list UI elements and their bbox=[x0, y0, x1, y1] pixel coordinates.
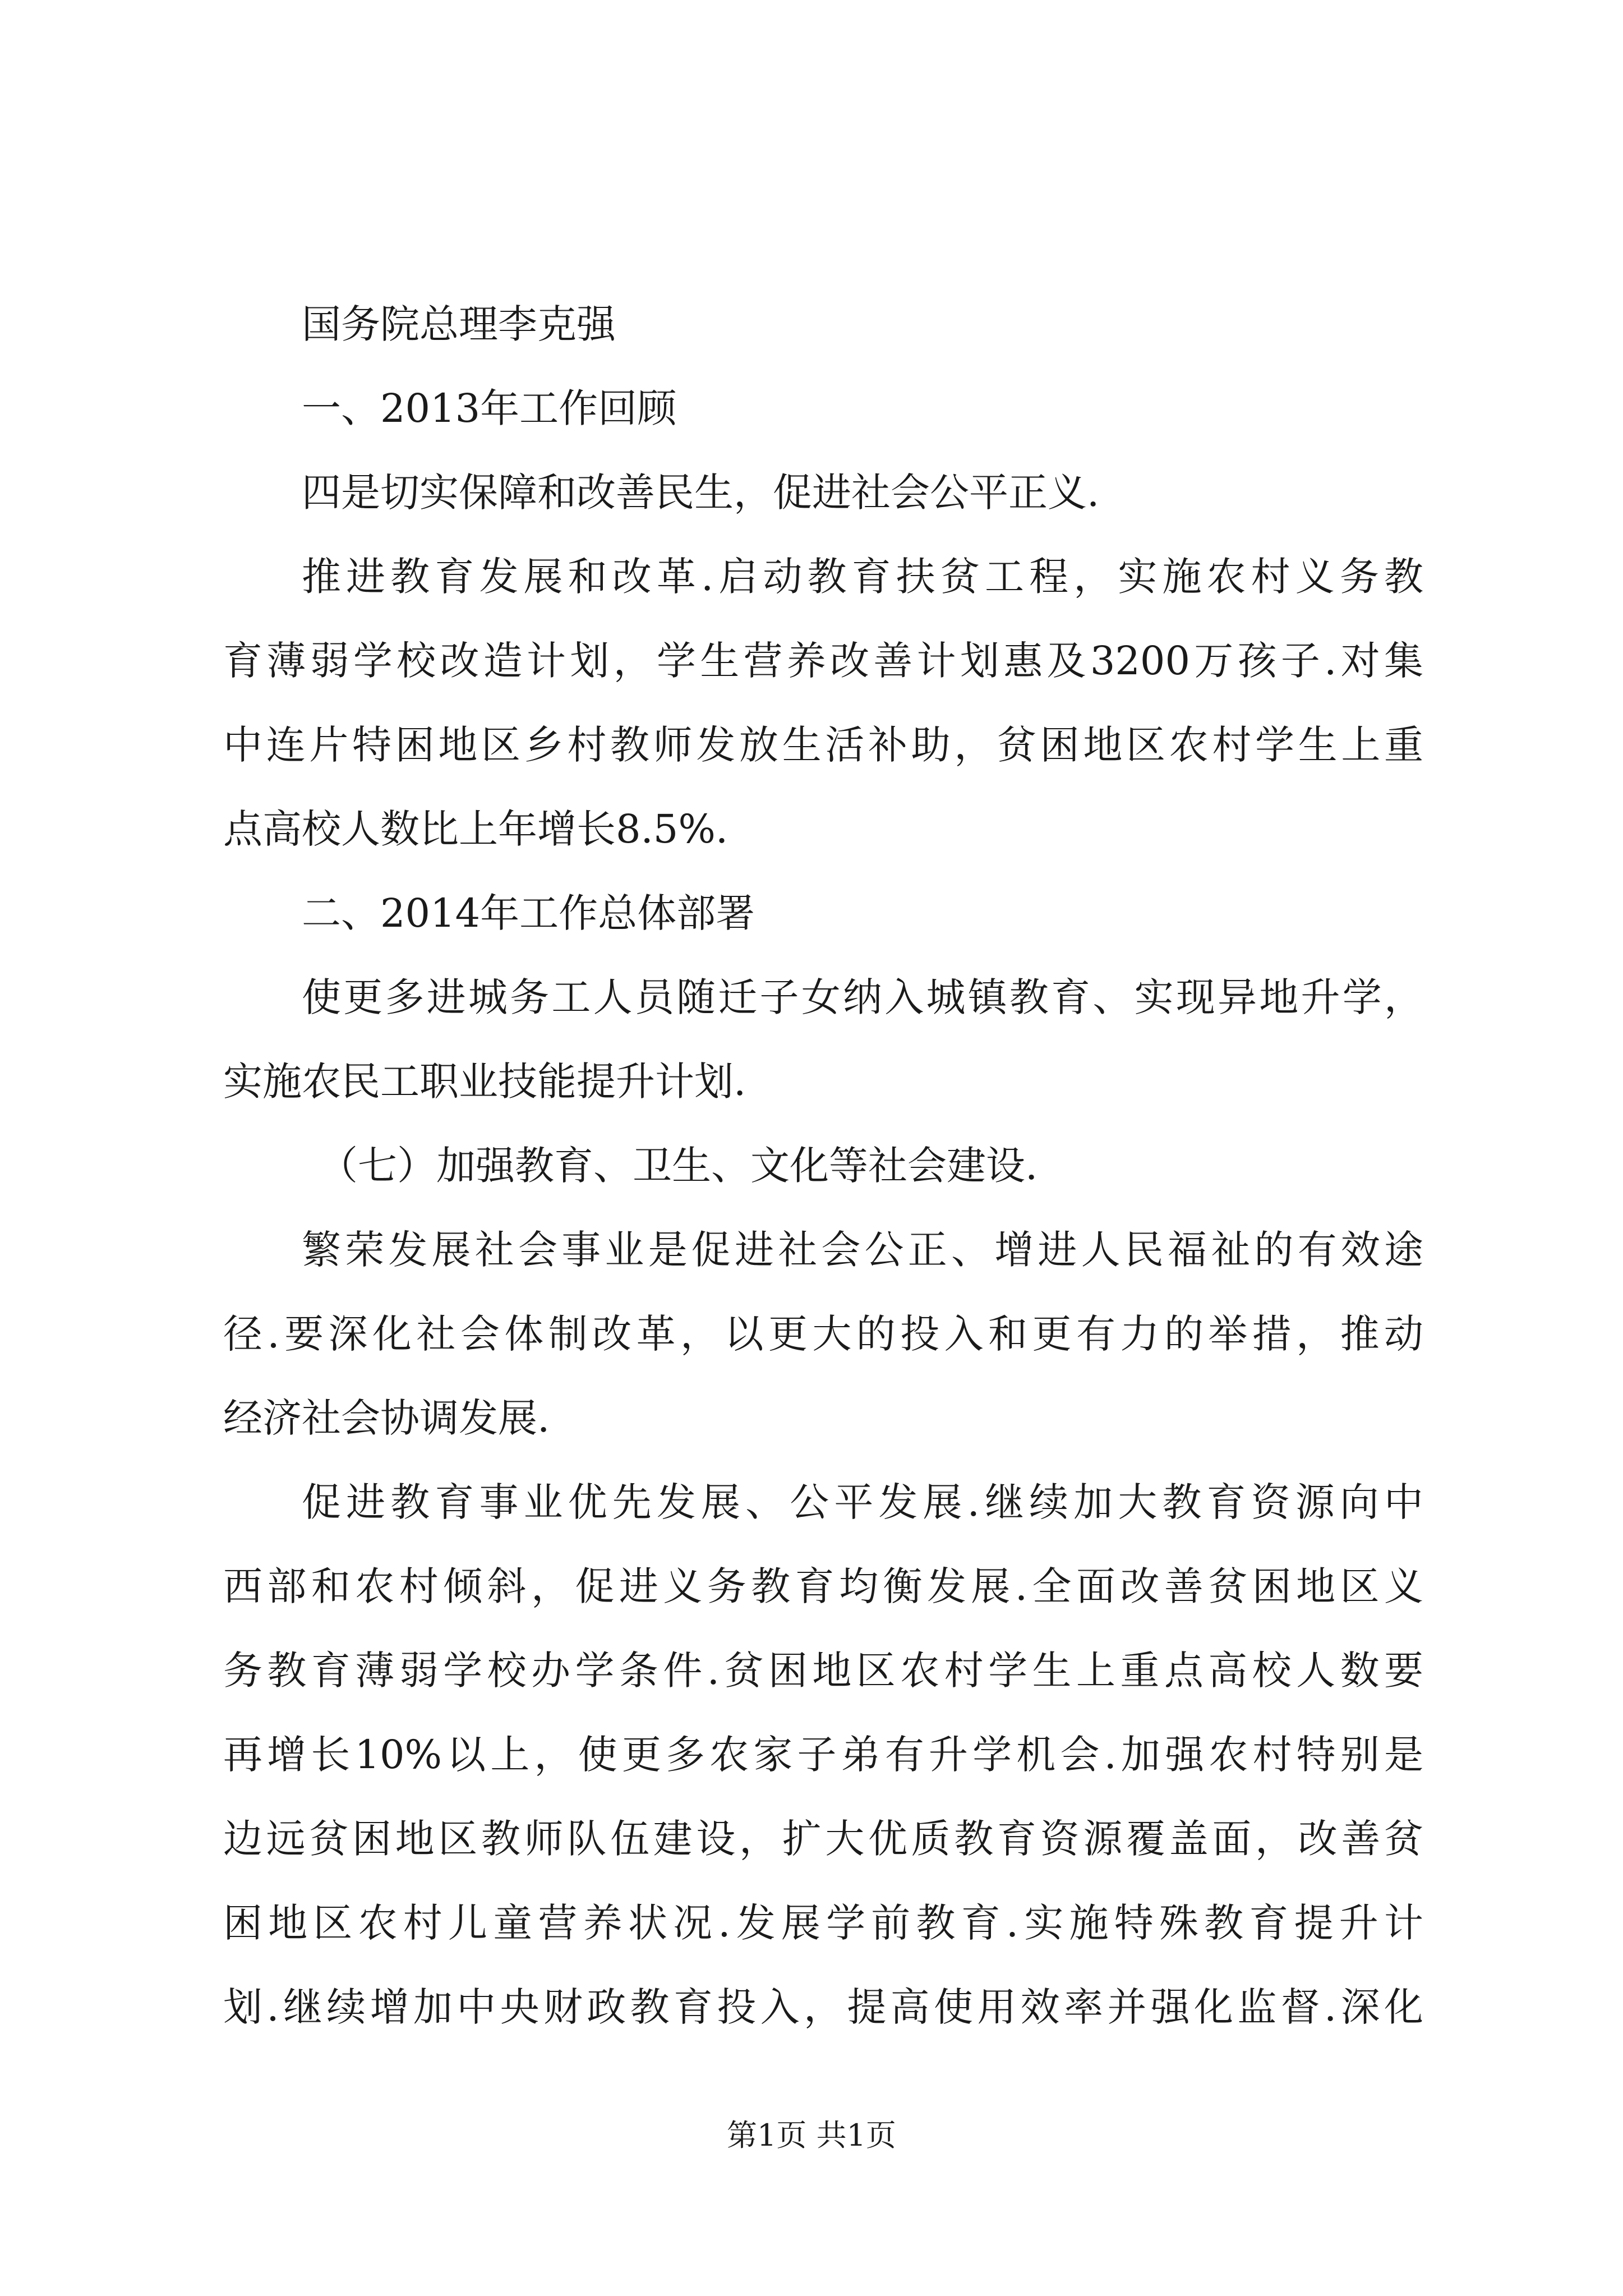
text-line: 促进教育事业优先发展、公平发展.继续加大教育资源向中 bbox=[302, 1479, 1423, 1525]
text-line: （七）加强教育、卫生、文化等社会建设. bbox=[319, 1143, 1038, 1189]
text-line: 务教育薄弱学校办学条件.贫困地区农村学生上重点高校人数要 bbox=[223, 1648, 1423, 1694]
text-line: 实施农民工职业技能提升计划. bbox=[223, 1059, 746, 1105]
text-line: 点高校人数比上年增长8.5%. bbox=[223, 806, 728, 852]
text-line: 一、2013年工作回顾 bbox=[302, 385, 677, 431]
text-line: 四是切实保障和改善民生，促进社会公平正义. bbox=[302, 470, 1100, 516]
text-line: 中连片特困地区乡村教师发放生活补助，贫困地区农村学生上重 bbox=[223, 722, 1423, 768]
text-line: 困地区农村儿童营养状况.发展学前教育.实施特殊教育提升计 bbox=[223, 1900, 1423, 1946]
text-line: 育薄弱学校改造计划，学生营养改善计划惠及3200万孩子.对集 bbox=[223, 638, 1423, 684]
text-line: 径.要深化社会体制改革，以更大的投入和更有力的举措，推动 bbox=[223, 1311, 1423, 1357]
text-line: 西部和农村倾斜，促进义务教育均衡发展.全面改善贫困地区义 bbox=[223, 1563, 1423, 1609]
text-line: 边远贫困地区教师队伍建设，扩大优质教育资源覆盖面，改善贫 bbox=[223, 1816, 1423, 1862]
text-line: 推进教育发展和改革.启动教育扶贫工程，实施农村义务教 bbox=[302, 554, 1423, 600]
document-body bbox=[223, 303, 1423, 2070]
text-line: 国务院总理李克强 bbox=[302, 301, 616, 347]
text-line: 再增长10%以上，使更多农家子弟有升学机会.加强农村特别是 bbox=[223, 1732, 1423, 1778]
text-line: 使更多进城务工人员随迁子女纳入城镇教育、实现异地升学， bbox=[302, 974, 1423, 1020]
text-line: 经济社会协调发展. bbox=[223, 1395, 550, 1441]
text-line: 繁荣发展社会事业是促进社会公正、增进人民福祉的有效途 bbox=[302, 1227, 1423, 1273]
text-line: 二、2014年工作总体部署 bbox=[302, 890, 755, 936]
text-line: 划.继续增加中央财政教育投入，提高使用效率并强化监督.深化 bbox=[223, 1984, 1423, 2030]
page-footer: 第1页 共1页 bbox=[727, 2118, 896, 2153]
